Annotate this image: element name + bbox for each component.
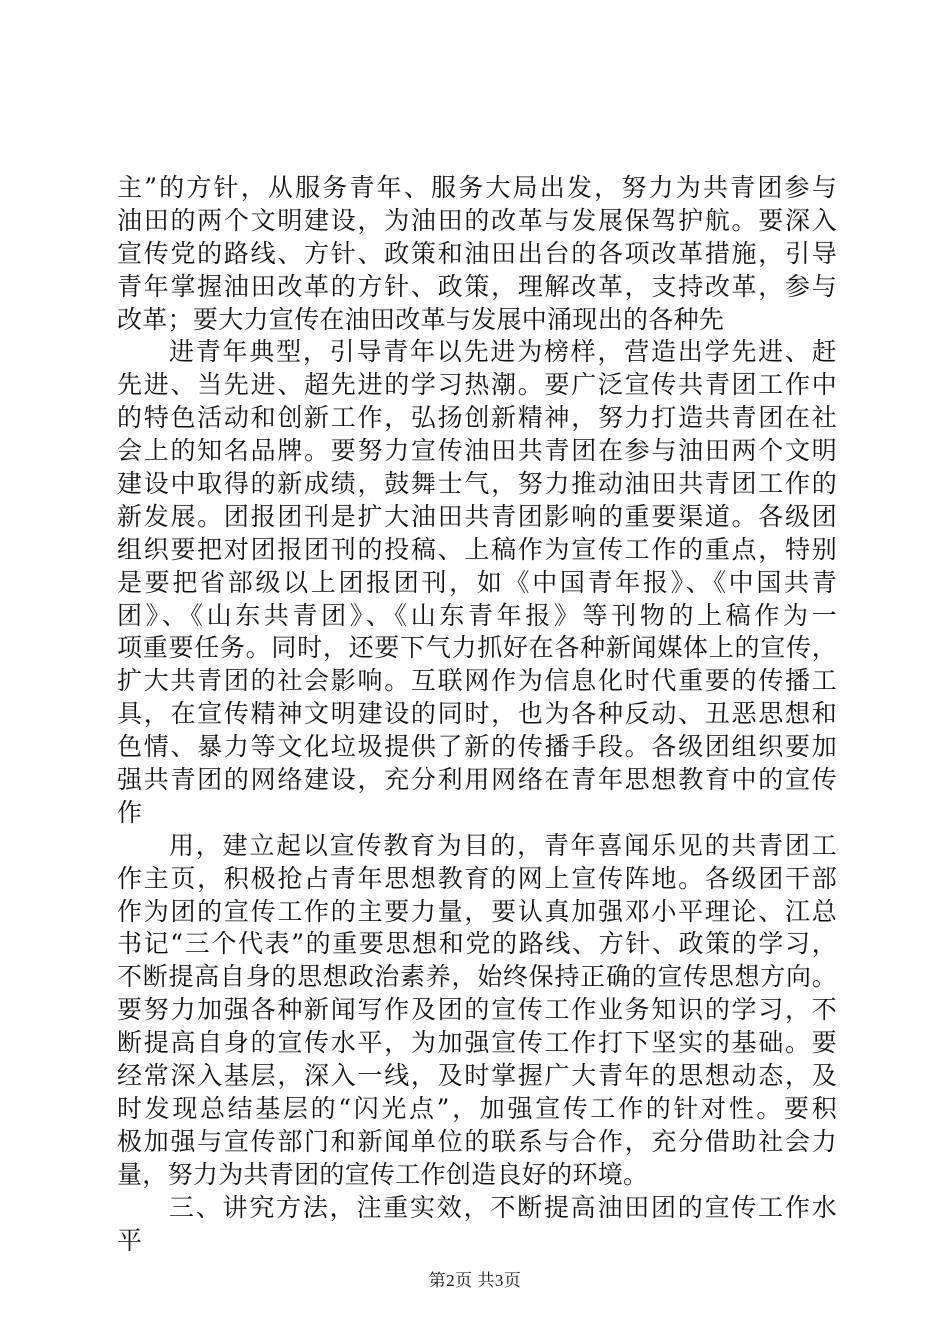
text-line: 组织要把对团报团刊的投稿、上稿作为宣传工作的重点，特别 [117,534,837,564]
text-line: 会上的知名品牌。要努力宣传油田共青团在参与油田两个文明 [117,436,837,466]
text-line: 青年掌握油田改革的方针、政策，理解改革，支持改革，参与 [117,271,837,301]
text-line: 的特色活动和创新工作，弘扬创新精神，努力打造共青团在社 [117,403,837,433]
text-line: 时发现总结基层的“闪光点”，加强宣传工作的针对性。要积 [117,1093,837,1123]
text-line: 要努力加强各种新闻写作及团的宣传工作业务知识的学习，不 [117,995,837,1025]
text-line: 用，建立起以宣传教育为目的，青年喜闻乐见的共青团工 [169,830,837,860]
section-heading-line: 平 [117,1225,143,1255]
text-line: 团》、《山东共青团》、《山东青年报》等刊物的上稿作为一 [117,600,837,630]
text-line: 强共青团的网络建设，充分利用网络在青年思想教育中的宣传 [117,765,837,795]
text-line: 极加强与宣传部门和新闻单位的联系与合作，充分借助社会力 [117,1126,837,1156]
text-line: 作为团的宣传工作的主要力量，要认真加强邓小平理论、江总 [117,896,837,926]
text-line: 量，努力为共青团的宣传工作创造良好的环境。 [117,1159,649,1189]
text-line: 先进、当先进、超先进的学习热潮。要广泛宣传共青团工作中 [117,370,837,400]
text-line: 具，在宣传精神文明建设的同时，也为各种反动、丑恶思想和 [117,699,837,729]
text-line: 新发展。团报团刊是扩大油田共青团影响的重要渠道。各级团 [117,501,837,531]
page-number-footer: 第2页 共3页 [428,1271,522,1290]
text-line: 作 [117,797,143,827]
text-line: 主”的方针，从服务青年、服务大局出发，努力为共青团参与 [117,173,837,202]
text-line: 作主页，积极抢占青年思想教育的网上宣传阵地。各级团干部 [117,863,837,893]
section-heading-line: 三、讲究方法，注重实效，不断提高油田团的宣传工作水 [169,1192,837,1222]
text-line: 是要把省部级以上团报团刊，如《中国青年报》、《中国共青 [117,567,837,597]
text-line: 油田的两个文明建设，为油田的改革与发展保驾护航。要深入 [117,205,837,235]
text-line: 经常深入基层，深入一线，及时掌握广大青年的思想动态，及 [117,1061,837,1091]
text-line: 断提高自身的宣传水平，为加强宣传工作打下坚实的基础。要 [117,1028,837,1058]
text-line: 不断提高自身的思想政治素养，始终保持正确的宣传思想方向。 [117,962,837,992]
text-line: 改革；要大力宣传在油田改革与发展中涌现出的各种先 [117,304,725,334]
text-line: 项重要任务。同时，还要下气力抓好在各种新闻媒体上的宣传， [117,633,837,663]
text-line: 扩大共青团的社会影响。互联网作为信息化时代重要的传播工 [117,666,837,696]
text-line: 宣传党的路线、方针、政策和油田出台的各项改革措施，引导 [117,238,837,268]
text-line: 书记“三个代表”的重要思想和党的路线、方针、政策的学习， [117,929,837,959]
text-line: 色情、暴力等文化垃圾提供了新的传播手段。各级团组织要加 [117,732,837,762]
body-text [117,172,837,1257]
text-line: 进青年典型，引导青年以先进为榜样，营造出学先进、赶 [169,337,837,367]
text-line: 建设中取得的新成绩，鼓舞士气，努力推动油田共青团工作的 [117,469,837,499]
